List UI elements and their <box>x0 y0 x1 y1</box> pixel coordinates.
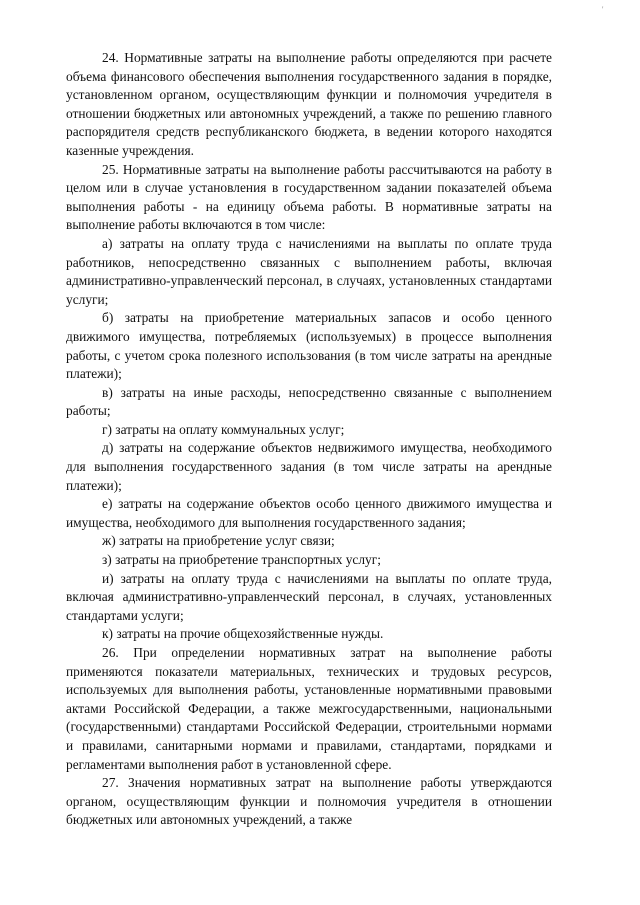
paragraph-25: 25. Нормативные затраты на выполнение работы рассчитываются на работу в целом или в случае установления в государственном задании показателей объема выполнения работы - на единицу объема работы. В нормативные затраты на выполнение работы включаются в том числе: <box>66 161 552 233</box>
paragraph-24: 24. Нормативные затраты на выполнение работы определяются при расчете объема финансового обеспечения выполнения государственного задания в порядке, установленном органом, осуществляющим функции и полномочия учредителя в отношении бюджетных или автономных учреждений, а также по решению главного распорядителя средств республиканского бюджета, в ведении которого находятся казенные учреждения. <box>66 50 552 158</box>
list-item-z: з) затраты на приобретение транспортных услуг; <box>102 552 381 568</box>
list-item-v: в) затраты на иные расходы, непосредственно связанные с выполнением работы; <box>66 384 552 419</box>
list-item-e: е) затраты на содержание объектов особо ценного движимого имущества и имущества, необходимого для выполнения государственного задания; <box>66 496 552 530</box>
document-body <box>66 49 552 830</box>
list-item-d: д) затраты на содержание объектов недвижимого имущества, необходимого для выполнения государственного задания (в том числе затраты на арендные платежи); <box>66 440 552 493</box>
list-item-a: а) затраты на оплату труда с начислениями на выплаты по оплате труда работников, непосредственно связанных с выполнением работы, включая административно-управленческий персонал, в случаях, установленных стандартами услуги; <box>66 235 552 307</box>
page-corner-mark: ' <box>602 5 604 14</box>
list-item-g: г) затраты на оплату коммунальных услуг; <box>102 421 345 437</box>
list-item-zh: ж) затраты на приобретение услуг связи; <box>102 533 335 549</box>
list-item-b: б) затраты на приобретение материальных запасов и особо ценного движимого имущества, потребляемых (используемых) в процессе выполнения работы, с учетом срока полезного использования (в том числе затраты на арендные платежи); <box>66 310 552 382</box>
paragraph-26: 26. При определении нормативных затрат на выполнение работы применяются показатели материальных, технических и трудовых ресурсов, используемых для выполнения работы, установленные нормативными правовыми актами Российской Федерации, а также межгосударственными, национальными (государственными) стандартами Российской Федерации, строительными нормами и правилами, санитарными нормами и правилами, стандартами, порядками и регламентами выполнения работ в установленной сфере. <box>66 645 552 772</box>
list-item-k: к) затраты на прочие общехозяйственные нужды. <box>102 626 384 642</box>
paragraph-27: 27. Значения нормативных затрат на выполнение работы утверждаются органом, осуществляющим функции и полномочия учредителя в отношении бюджетных или автономных учреждений, а также <box>66 775 552 828</box>
list-item-i: и) затраты на оплату труда с начислениями на выплаты по оплате труда, включая административно-управленческий персонал, в случаях, установленных стандартами услуги; <box>66 570 552 623</box>
